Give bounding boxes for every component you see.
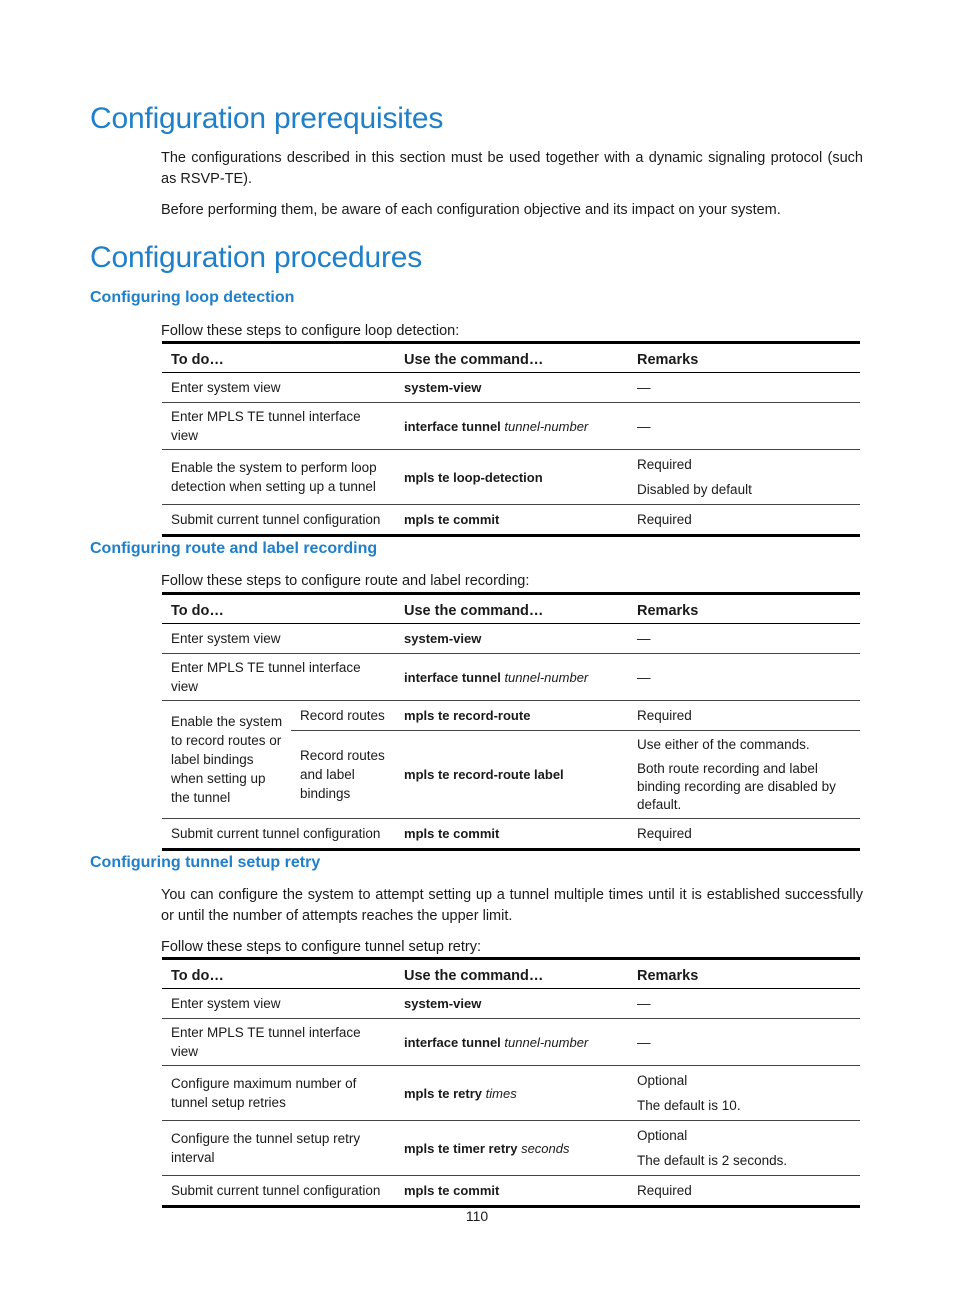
record-intro: Follow these steps to configure route and label recording: xyxy=(161,573,530,589)
heading-configuring-route-label-recording: Configuring route and label recording xyxy=(90,540,378,557)
command-cell: mpls te record-route label xyxy=(395,731,628,819)
command-cell xyxy=(395,1176,628,1207)
remarks-cell xyxy=(628,373,860,403)
remark-line: Required xyxy=(637,1183,692,1198)
command-keyword: mpls te commit xyxy=(404,1183,500,1198)
command-argument: tunnel-number xyxy=(504,418,589,434)
header-command: Use the command… xyxy=(395,959,628,989)
todo-cell: Enter system view xyxy=(162,373,395,403)
command-argument: tunnel-number xyxy=(504,669,589,685)
todo-cell: Configure the tunnel setup retry interval xyxy=(162,1121,395,1176)
command-cell xyxy=(395,654,628,701)
command-argument: seconds xyxy=(521,1140,570,1156)
header-todo: To do… xyxy=(162,343,395,373)
remark-line: — xyxy=(637,380,651,395)
loop-table-body xyxy=(162,373,860,536)
loop-detection-table xyxy=(162,341,860,537)
todo-cell: Enter MPLS TE tunnel interface view xyxy=(162,654,395,701)
remark-line: Required xyxy=(637,512,692,527)
todo-cell: Enter system view xyxy=(162,624,395,654)
table-row xyxy=(162,1019,860,1066)
prerequisites-paragraph-1: The configurations described in this section must be used together with a dynamic signaling protocol (such as RSVP-TE). xyxy=(161,150,863,187)
command-cell xyxy=(395,1066,628,1121)
remarks-cell xyxy=(628,450,860,505)
table-header-row xyxy=(162,594,860,624)
todo-cell: Enable the system to perform loop detection when setting up a tunnel xyxy=(162,450,395,505)
remarks-cell xyxy=(628,403,860,450)
heading-configuration-prerequisites: Configuration prerequisites xyxy=(90,102,444,135)
tunnel-setup-retry-table xyxy=(162,957,860,1208)
command-argument: tunnel-number xyxy=(504,1034,589,1050)
command-keyword: interface tunnel xyxy=(404,1034,501,1050)
remark-line: — xyxy=(637,1034,651,1050)
header-command: Use the command… xyxy=(395,594,628,624)
table-row xyxy=(162,403,860,450)
table-row xyxy=(162,373,860,403)
todo-cell: Enter MPLS TE tunnel interface view xyxy=(162,1019,395,1066)
heading-configuring-loop-detection: Configuring loop detection xyxy=(90,289,295,306)
table-row xyxy=(162,1176,860,1207)
table-header-row xyxy=(162,343,860,373)
command-cell: mpls te commit xyxy=(404,826,500,841)
command-keyword: interface tunnel xyxy=(404,669,501,685)
todo-cell: Submit current tunnel configuration xyxy=(171,1183,381,1198)
todo-cell: Enter system view xyxy=(162,989,395,1019)
command-keyword: mpls te commit xyxy=(404,512,500,527)
remark-line: Optional xyxy=(637,1128,688,1143)
prerequisites-paragraph-2: Before performing them, be aware of each configuration objective and its impact on your system. xyxy=(161,202,781,218)
heading-configuration-procedures: Configuration procedures xyxy=(90,241,423,274)
remark-line: Disabled by default xyxy=(637,482,752,497)
remark-line: — xyxy=(637,418,651,434)
command-keyword: mpls te loop-detection xyxy=(404,469,543,485)
remarks-cell: Required xyxy=(628,701,860,731)
remark-line: Required xyxy=(637,457,692,472)
header-remarks: Remarks xyxy=(628,959,860,989)
header-todo: To do… xyxy=(162,594,395,624)
command-cell: system-view xyxy=(395,624,628,654)
table-row xyxy=(162,450,860,505)
table-row xyxy=(162,701,860,731)
command-keyword: interface tunnel xyxy=(404,418,501,434)
remark-line: Both route recording and label binding recording are disabled by default. xyxy=(637,761,836,812)
command-cell xyxy=(395,403,628,450)
loop-intro: Follow these steps to configure loop detection: xyxy=(161,323,460,339)
remarks-cell xyxy=(628,1176,860,1207)
header-remarks: Remarks xyxy=(628,594,860,624)
command-cell xyxy=(395,1121,628,1176)
remarks-cell: Required xyxy=(637,826,692,841)
todo-cell: Configure maximum number of tunnel setup retries xyxy=(162,1066,395,1121)
command-keyword: mpls te retry xyxy=(404,1085,483,1101)
remarks-cell xyxy=(628,505,860,536)
remarks-cell xyxy=(628,731,860,819)
table-row xyxy=(162,1066,860,1121)
header-remarks: Remarks xyxy=(628,343,860,373)
remark-line: The default is 2 seconds. xyxy=(637,1153,788,1168)
retry-paragraph: You can configure the system to attempt setting up a tunnel multiple times until it is established successfully or until the number of attempts reaches the upper limit. xyxy=(161,887,863,924)
todo-cell: Submit current tunnel configuration xyxy=(171,512,381,527)
route-label-recording-table xyxy=(162,592,860,851)
command-keyword: system-view xyxy=(404,996,482,1011)
header-command: Use the command… xyxy=(395,343,628,373)
remark-line: — xyxy=(637,996,651,1011)
sub-option-record-routes-and-labels: Record routes and label bindings xyxy=(291,731,395,819)
command-argument: times xyxy=(485,1085,517,1101)
remarks-cell xyxy=(628,1121,860,1176)
header-todo: To do… xyxy=(162,959,395,989)
remark-line: The default is 10. xyxy=(637,1098,741,1113)
table-header-row xyxy=(162,959,860,989)
command-cell xyxy=(395,989,628,1019)
retry-intro: Follow these steps to configure tunnel setup retry: xyxy=(161,939,481,955)
command-cell: mpls te record-route xyxy=(395,701,628,731)
command-cell xyxy=(395,373,628,403)
command-cell xyxy=(395,505,628,536)
command-keyword: mpls te timer retry xyxy=(404,1140,518,1156)
command-cell xyxy=(395,1019,628,1066)
todo-cell: Enter MPLS TE tunnel interface view xyxy=(162,403,395,450)
table-row xyxy=(162,505,860,536)
remark-line: Optional xyxy=(637,1073,688,1088)
remarks-cell xyxy=(628,989,860,1019)
command-cell xyxy=(395,450,628,505)
table-row xyxy=(162,654,860,701)
retry-table-body xyxy=(162,989,860,1207)
table-row xyxy=(162,989,860,1019)
table-row xyxy=(162,819,860,850)
remarks-cell: — xyxy=(628,624,860,654)
table-row xyxy=(162,624,860,654)
command-keyword: system-view xyxy=(404,380,482,395)
table-row xyxy=(162,1121,860,1176)
remarks-cell xyxy=(628,1066,860,1121)
todo-cell-grouped: Enable the system to record routes or label bindings when setting up the tunnel xyxy=(162,701,291,819)
page-number: 110 xyxy=(465,1208,489,1224)
remark-line: Use either of the commands. xyxy=(637,737,810,752)
remarks-cell: — xyxy=(628,654,860,701)
todo-cell: Submit current tunnel configuration xyxy=(171,826,381,841)
remarks-cell xyxy=(628,1019,860,1066)
sub-option-record-routes: Record routes xyxy=(291,701,395,731)
heading-configuring-tunnel-setup-retry: Configuring tunnel setup retry xyxy=(90,854,321,871)
